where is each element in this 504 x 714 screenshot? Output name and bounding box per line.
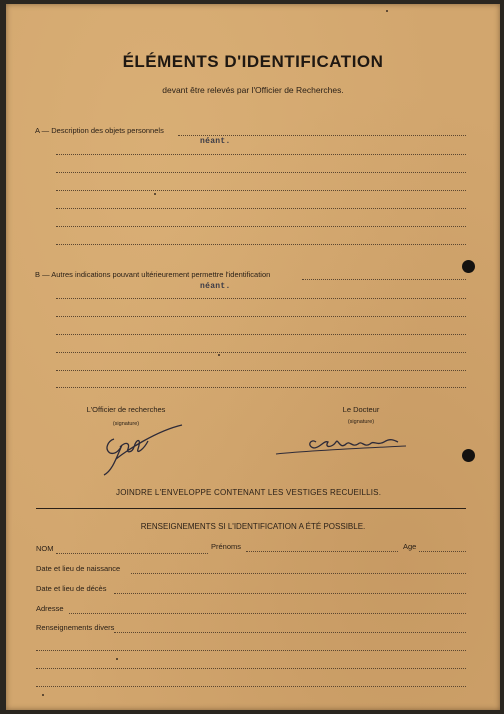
section-divider <box>36 508 466 509</box>
speck <box>154 193 156 195</box>
section-a-line-3 <box>56 172 466 173</box>
doctor-signature <box>266 424 416 464</box>
section-a-line-2 <box>56 154 466 155</box>
section-a-value: néant. <box>200 137 231 146</box>
section-b-line-4 <box>56 334 466 335</box>
section-a-line-4 <box>56 190 466 191</box>
prenoms-line <box>246 551 398 552</box>
speck <box>116 658 118 660</box>
divers-line-4 <box>36 686 466 687</box>
section-b-line-1 <box>302 279 466 280</box>
identification-heading: RENSEIGNEMENTS SI L'IDENTIFICATION A ÉTÉ POSSIBLE. <box>140 522 366 531</box>
nom-line <box>56 553 208 554</box>
deces-label: Date et lieu de décès <box>36 584 107 593</box>
section-b-line-2 <box>56 298 466 299</box>
section-a-line-7 <box>56 244 466 245</box>
page-subtitle: devant être relevés par l'Officier de Recherches. <box>162 85 344 95</box>
naissance-line <box>131 573 466 574</box>
speck <box>42 694 44 696</box>
section-b-line-5 <box>56 352 466 353</box>
section-a-line-5 <box>56 208 466 209</box>
prenoms-label: Prénoms <box>211 542 242 551</box>
section-b-line-7 <box>56 387 466 388</box>
officer-signature <box>86 419 196 489</box>
officer-label: L'Officier de recherches <box>86 405 166 414</box>
section-a-line-1 <box>178 135 466 136</box>
form-page <box>6 4 500 710</box>
deces-line <box>114 593 466 594</box>
divers-label: Renseignements divers <box>36 623 115 632</box>
section-b-line-3 <box>56 316 466 317</box>
page-title: ÉLÉMENTS D'IDENTIFICATION <box>122 52 384 71</box>
age-line <box>419 551 466 552</box>
section-a-label: A — Description des objets personnels <box>35 126 164 135</box>
nom-label: NOM <box>36 544 54 553</box>
speck <box>218 354 220 356</box>
section-b-label: B — Autres indications pouvant ultérieurement permettre l'identification <box>35 270 271 279</box>
speck <box>386 10 388 12</box>
divers-line-1 <box>114 632 466 633</box>
section-b-line-6 <box>56 370 466 371</box>
age-label: Age <box>403 542 417 551</box>
punch-hole-top <box>462 260 475 273</box>
section-a-line-6 <box>56 226 466 227</box>
naissance-label: Date et lieu de naissance <box>36 564 121 573</box>
section-b-value: néant. <box>200 282 231 291</box>
divers-line-2 <box>36 650 466 651</box>
adresse-line <box>69 613 466 614</box>
adresse-label: Adresse <box>36 604 64 613</box>
officer-signature-note: (signature) <box>112 421 140 427</box>
doctor-signature-note: (signature) <box>347 419 375 425</box>
doctor-label: Le Docteur <box>342 405 380 414</box>
divers-line-3 <box>36 668 466 669</box>
envelope-notice: JOINDRE L'ENVELOPPE CONTENANT LES VESTIGES RECUEILLIS. <box>116 488 382 497</box>
punch-hole-bottom <box>462 449 475 462</box>
